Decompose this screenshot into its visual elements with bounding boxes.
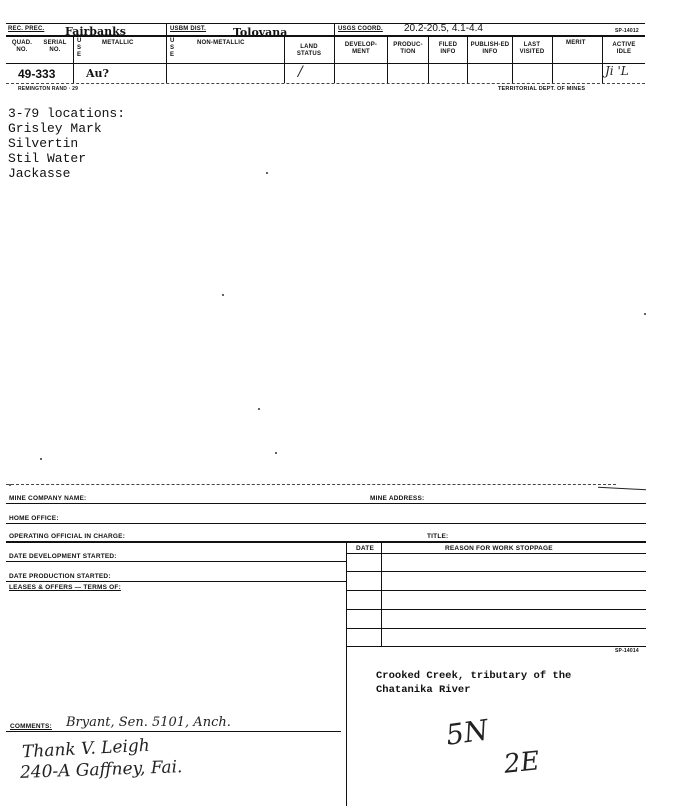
comments-label: COMMENTS:	[10, 723, 52, 730]
comments-value: Bryant, Sen. 5101, Anch.	[66, 715, 231, 730]
contact-name: Thank V. Leigh	[21, 735, 151, 763]
usbm-dist-value: Tolovana	[233, 26, 288, 39]
active-idle-label: ACTIVE IDLE	[612, 42, 636, 55]
notes-line: Jackasse	[8, 166, 71, 181]
reason-col-label: REASON FOR WORK STOPPAGE	[445, 545, 553, 552]
date-col-label: DATE	[356, 545, 375, 552]
quad-no-label: QUAD. NO.	[11, 40, 33, 53]
active-idle-value: Ji 'L	[605, 64, 629, 78]
rec-prec-value: Fairbanks	[65, 25, 126, 38]
location-note-2: Chatanika River	[376, 684, 471, 696]
home-office-label: HOME OFFICE:	[9, 515, 59, 522]
land-status-label: LAND STATUS	[296, 44, 322, 57]
dev-started-label: DATE DEVELOPMENT STARTED:	[9, 553, 117, 560]
development-label: DEVELOP-MENT	[344, 42, 378, 55]
scan-speck	[644, 313, 646, 315]
leases-label: LEASES & OFFERS — TERMS OF:	[9, 584, 121, 591]
land-status-value: /	[298, 64, 303, 80]
stray-stroke	[598, 487, 646, 491]
printer-note: REMINGTON RAND · 29	[18, 86, 79, 92]
map-ref-range: 2E	[502, 746, 542, 780]
usbm-dist-label: USBM DIST.	[170, 26, 207, 32]
location-notes	[8, 106, 125, 181]
contact-address: 240-A Gaffney, Fai.	[19, 757, 183, 783]
filed-info-label: FILED INFO	[438, 42, 458, 55]
serial-no-label: SERIAL NO.	[43, 40, 67, 53]
usgs-coord-value: 20.2-20.5, 4.1-4.4	[404, 23, 483, 34]
territorial-label: TERRITORIAL DEPT. OF MINES	[498, 86, 586, 92]
notes-line: Silvertin	[8, 136, 79, 151]
quad-no-value: 49-333	[18, 67, 56, 81]
location-note-1: Crooked Creek, tributary of the	[376, 670, 572, 682]
operating-official-label: OPERATING OFFICIAL IN CHARGE:	[9, 533, 126, 540]
rec-prec-label: REC. PREC.	[8, 26, 45, 32]
scan-speck	[222, 294, 224, 296]
notes-line: 3-79 locations:	[8, 106, 126, 121]
scan-speck	[275, 452, 277, 454]
scan-speck	[266, 172, 268, 174]
scan-speck	[258, 408, 260, 410]
use-code-metallic: U S E	[77, 38, 82, 58]
map-ref-township: 5N	[443, 713, 491, 752]
mine-company-label: MINE COMPANY NAME:	[9, 495, 87, 502]
usgs-coord-label: USGS COORD.	[338, 26, 383, 32]
title-label: TITLE:	[427, 533, 449, 540]
use-code-nonmetallic: U S E	[170, 38, 175, 58]
notes-line: Stil Water	[8, 151, 87, 166]
metallic-value: Au?	[86, 67, 109, 80]
notes-line: Grisley Mark	[8, 121, 102, 136]
nonmetallic-label: NON-METALLIC	[197, 40, 245, 46]
prod-started-label: DATE PRODUCTION STARTED:	[9, 573, 111, 580]
last-visited-label: LAST VISITED	[519, 42, 545, 55]
merit-label: MERIT	[566, 40, 586, 46]
mine-address-label: MINE ADDRESS:	[370, 495, 425, 502]
production-label: PRODUC-TION	[393, 42, 423, 55]
scan-speck	[40, 458, 42, 460]
metallic-label: METALLIC	[102, 40, 134, 46]
form-code-2: SP-14014	[615, 648, 639, 654]
published-info-label: PUBLISH-ED INFO	[470, 42, 510, 55]
form-code: SP-14012	[615, 28, 639, 34]
